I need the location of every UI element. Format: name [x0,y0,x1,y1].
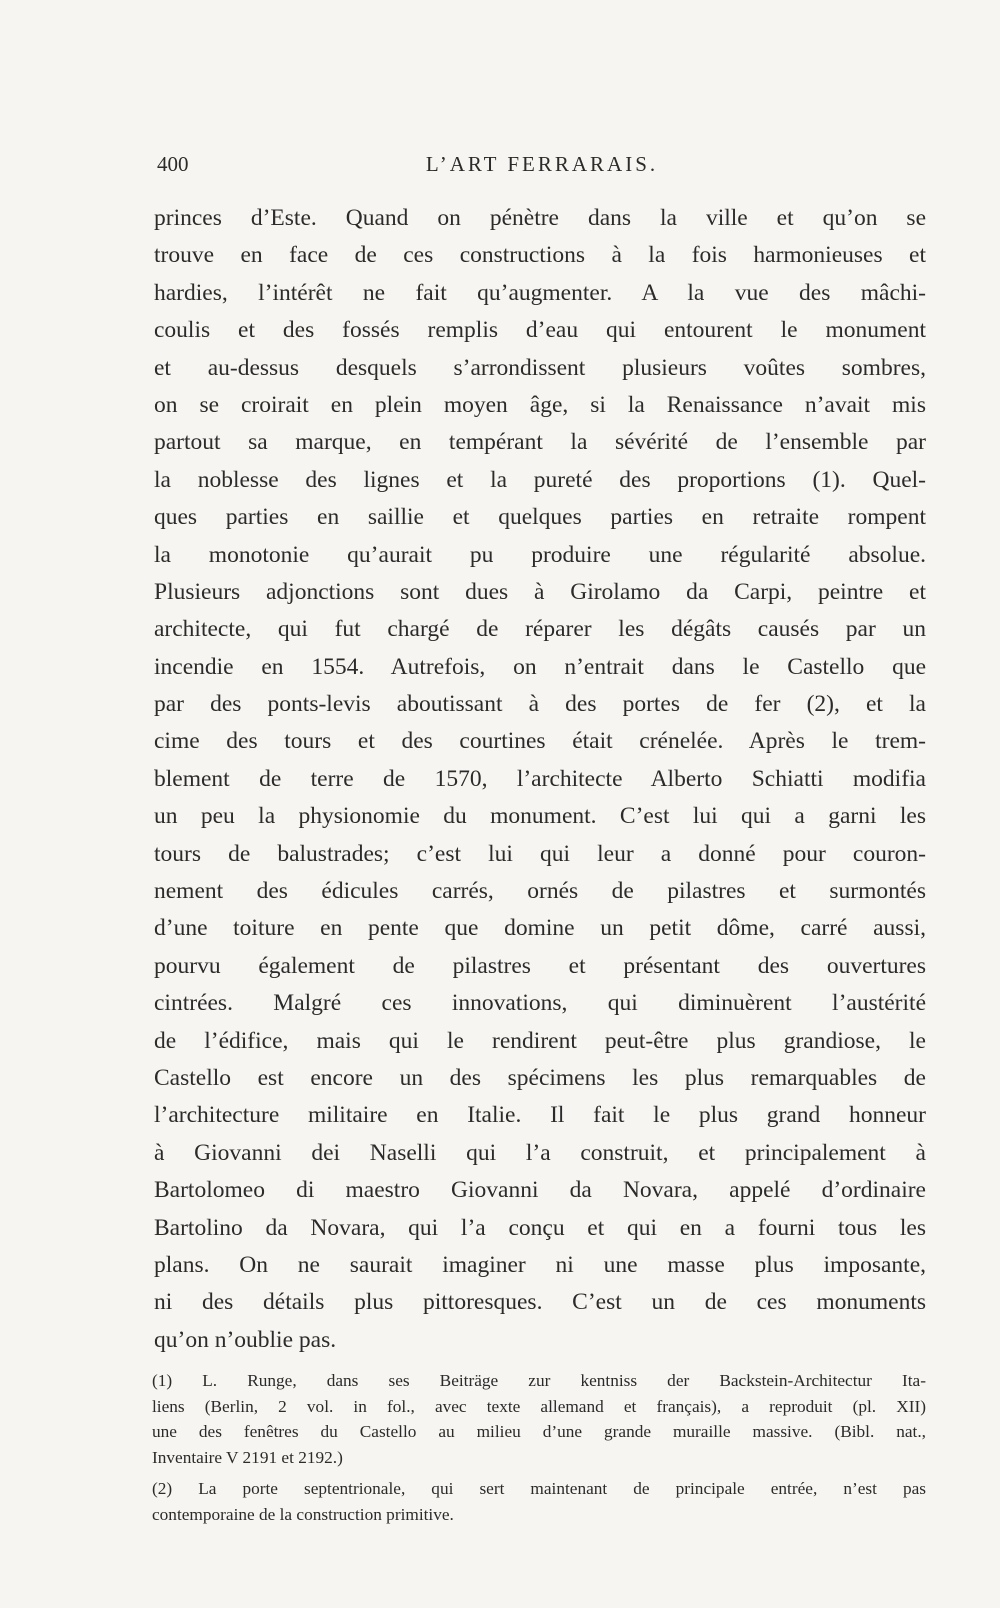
body-line: la monotonie qu’aurait pu produire une régularité absolue. [154,541,926,568]
body-line: Plusieurs adjonctions sont dues à Girolamo da Carpi, peintre et [154,578,926,605]
body-line: d’une toiture en pente que domine un petit dôme, carré aussi, [154,915,926,942]
body-line: tours de balustrades; c’est lui qui leur a donné pour couron- [154,840,926,867]
body-line: et au-dessus desquels s’arrondissent plusieurs voûtes sombres, [154,354,926,381]
page-header [157,152,927,182]
body-line: un peu la physionomie du monument. C’est lui qui a garni les [154,803,926,830]
body-line: plans. On ne saurait imaginer ni une masse plus imposante, [154,1251,926,1278]
body-line: architecte, qui fut chargé de réparer les dégâts causés par un [154,616,926,643]
body-line: la noblesse des lignes et la pureté des proportions (1). Quel- [154,466,926,493]
footnote-line: liens (Berlin, 2 vol. in fol., avec texte allemand et français), a reproduit (pl. XII) [152,1396,926,1416]
body-line: hardies, l’intérêt ne fait qu’augmenter. A la vue des mâchi- [154,279,926,306]
body-line: on se croirait en plein moyen âge, si la Renaissance n’avait mis [154,391,926,418]
body-line: Castello est encore un des spécimens les plus remarquables de [154,1064,926,1091]
footnotes [152,1368,926,1528]
footnote-line: (2) La porte septentrionale, qui sert maintenant de principale entrée, n’est pas [152,1479,926,1499]
body-line: l’architecture militaire en Italie. Il fait le plus grand honneur [154,1102,926,1129]
footnote-2 [152,1476,926,1527]
body-line: blement de terre de 1570, l’architecte Alberto Schiatti modifia [154,765,926,792]
body-text [154,200,926,1359]
body-line: cime des tours et des courtines était crénelée. Après le trem- [154,728,926,755]
body-line: Bartolino da Novara, qui l’a conçu et qui en a fourni tous les [154,1214,926,1241]
body-line: cintrées. Malgré ces innovations, qui diminuèrent l’austérité [154,990,926,1017]
footnote-1 [152,1368,926,1470]
body-line: incendie en 1554. Autrefois, on n’entrait dans le Castello que [154,653,926,680]
footnote-line: (1) L. Runge, dans ses Beiträge zur kentniss der Backstein-Architectur Ita- [152,1371,926,1390]
body-line: ques parties en saillie et quelques parties en retraite rompent [154,504,926,531]
body-line: coulis et des fossés remplis d’eau qui entourent le monument [154,317,926,344]
page-number: 400 [157,152,189,176]
footnote-line: Inventaire V 2191 et 2192.) [152,1447,343,1467]
body-line: princes d’Este. Quand on pénètre dans la ville et qu’on se [154,205,926,231]
footnote-line: une des fenêtres du Castello au milieu d’une grande muraille massive. (Bibl. nat., [152,1422,926,1442]
body-line: à Giovanni dei Naselli qui l’a construit, et principalement à [154,1139,926,1166]
body-line: trouve en face de ces constructions à la fois harmonieuses et [154,242,926,269]
body-line: partout sa marque, en tempérant la sévérité de l’ensemble par [154,429,926,456]
body-line: qu’on n’oublie pas. [154,1326,337,1353]
body-line: nement des édicules carrés, ornés de pilastres et surmontés [154,878,926,905]
body-line: de l’édifice, mais qui le rendirent peut-être plus grandiose, le [154,1027,926,1054]
body-line: ni des détails plus pittoresques. C’est un de ces monuments [154,1289,926,1316]
body-line: pourvu également de pilastres et présentant des ouvertures [154,952,926,979]
body-line: Bartolomeo di maestro Giovanni da Novara, appelé d’ordinaire [154,1177,926,1204]
body-line: par des ponts-levis aboutissant à des portes de fer (2), et la [154,691,926,718]
footnote-line: contemporaine de la construction primitive. [152,1504,454,1524]
running-title: L’ART FERRARAIS. [425,152,659,176]
